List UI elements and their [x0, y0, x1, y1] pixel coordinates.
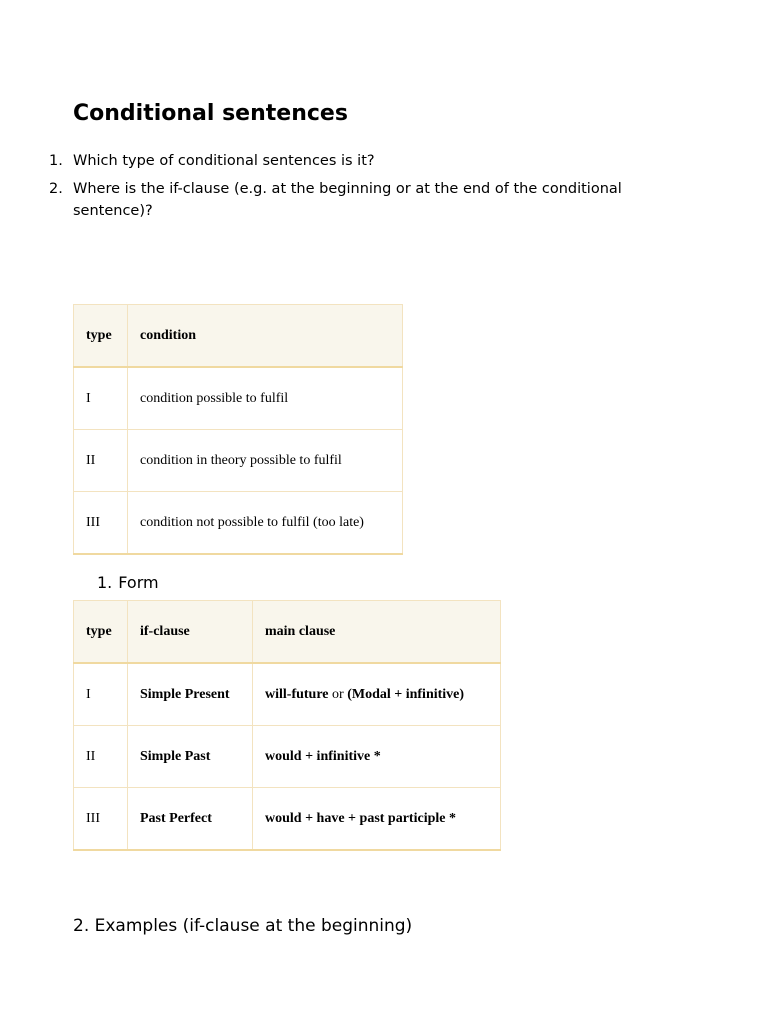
if-clause-text: Simple Present: [140, 686, 230, 702]
list-item-text: Where is the if-clause (e.g. at the beginning or at the end of the conditional sentence)?: [73, 181, 622, 219]
cell-type: II: [74, 430, 128, 492]
list-item-text: Which type of conditional sentences is it?: [73, 153, 375, 169]
table-row: [74, 788, 501, 851]
table-row: [74, 726, 501, 788]
cell-if-clause: [128, 788, 253, 851]
column-header-type: type: [74, 601, 128, 664]
column-header-type: type: [74, 305, 128, 368]
conditional-types-table: [73, 304, 403, 555]
examples-heading: 2. Examples (if-clause at the beginning): [73, 916, 413, 936]
table-header-row: [74, 305, 403, 368]
list-number: 2.: [49, 181, 63, 197]
form-table: [73, 600, 501, 851]
column-header-if-clause: if-clause: [128, 601, 253, 664]
list-item: [49, 178, 693, 222]
if-clause-text: Simple Past: [140, 748, 211, 764]
main-clause-connector: or: [328, 686, 348, 702]
cell-main-clause: [253, 726, 501, 788]
cell-type: III: [74, 788, 128, 851]
section-label: Form: [118, 573, 159, 592]
cell-if-clause: [128, 663, 253, 726]
section-number: 1.: [97, 573, 113, 592]
table-row: [74, 367, 403, 430]
cell-condition: condition not possible to fulfil (too late): [128, 492, 403, 555]
cell-type: III: [74, 492, 128, 555]
cell-main-clause: [253, 663, 501, 726]
table-row: [74, 492, 403, 555]
question-list: [49, 150, 693, 228]
if-clause-text: Past Perfect: [140, 810, 212, 826]
main-clause-text: will-future: [265, 686, 329, 702]
table-header-row: [74, 601, 501, 664]
list-item: [49, 150, 693, 172]
main-clause-text: would + have + past participle *: [265, 810, 456, 826]
table-row: [74, 663, 501, 726]
cell-condition: condition possible to fulfil: [128, 367, 403, 430]
column-header-condition: condition: [128, 305, 403, 368]
page-title: Conditional sentences: [73, 101, 348, 126]
main-clause-text: would + infinitive *: [265, 748, 381, 764]
table-row: [74, 430, 403, 492]
cell-type: I: [74, 367, 128, 430]
list-number: 1.: [49, 153, 63, 169]
cell-condition: condition in theory possible to fulfil: [128, 430, 403, 492]
form-section-heading: [97, 573, 159, 592]
main-clause-alt-text: (Modal + infinitive): [347, 686, 465, 702]
cell-type: I: [74, 663, 128, 726]
cell-main-clause: [253, 788, 501, 851]
cell-if-clause: [128, 726, 253, 788]
cell-type: II: [74, 726, 128, 788]
column-header-main-clause: main clause: [253, 601, 501, 664]
